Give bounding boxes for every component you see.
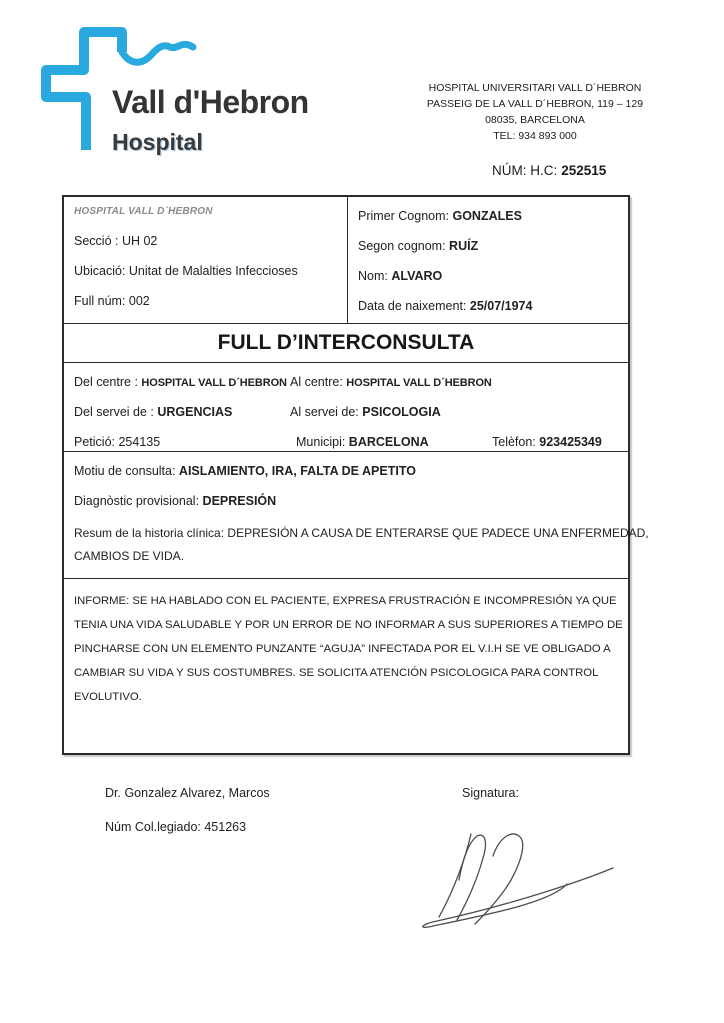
section-info-cell (64, 197, 348, 323)
patient-info-cell (348, 197, 628, 323)
diagnostic-field: Diagnòstic provisional: DEPRESIÓN (74, 494, 277, 508)
del-servei-field: Del servei de : URGENCIAS (74, 405, 233, 419)
ubicacio-field: Ubicació: Unitat de Malalties Infeccioses (74, 264, 298, 278)
al-centre-field: Al centre: HOSPITAL VALL D´HEBRON (290, 375, 492, 389)
logo-brand-text: Vall d'Hebron (112, 84, 309, 120)
naixement-field: Data de naixement: 25/07/1974 (358, 299, 533, 313)
record-number-value: 252515 (561, 163, 607, 178)
address-line: 08035, BARCELONA (485, 114, 585, 126)
al-servei-field: Al servei de: PSICOLOGIA (290, 405, 441, 419)
resum-field: Resum de la historia clínica: DEPRESIÓN A CAUSA DE ENTERARSE QUE PADECE UNA ENFERMEDAD, CAMBIOS DE VIDA. (74, 526, 649, 563)
cell-heading: HOSPITAL VALL D´HEBRON (74, 206, 213, 217)
interconsulta-form (62, 195, 649, 755)
address-line: PASSEIG DE LA VALL D´HEBRON, 119 – 129 (426, 98, 644, 110)
doctor-name: Dr. Gonzalez Alvarez, Marcos (105, 786, 270, 800)
full-num-field: Full núm: 002 (74, 294, 150, 308)
hospital-address (410, 80, 660, 144)
informe-text: INFORME: SE HA HABLADO CON EL PACIENTE, EXPRESA FRUSTRACIÓN E INCOMPRESIÓN YA QUE TENIA UNA VIDA SALUDABLE Y POR UN ERROR DE NO INFORMAR A SUS SUPERIORES A TIEMPO DE PINCHARSE CON UN ELEMENTO PUNZANTE “AGUJA” INFECTADA POR EL V.I.H SE VE OBLIGADO A CAMBIAR SU VIDA Y SUS COSTUMBRES. SE SOLICITA ATENCIÓN PSICOLOGICA PARA CONTROL EVOLUTIVO. (74, 595, 623, 703)
address-line: HOSPITAL UNIVERSITARI VALL D´HEBRON (428, 82, 642, 94)
seccio-field: Secció : UH 02 (74, 234, 158, 248)
peticio-field: Petició: 254135 (74, 435, 161, 449)
record-number (492, 163, 606, 178)
collegiate-number-field: Núm Col.legiado: 451263 (105, 820, 247, 834)
municipi-field: Municipi: BARCELONA (296, 435, 429, 449)
record-number-label: NÚM: H.C: (492, 163, 558, 178)
nom-field: Nom: ALVARO (358, 269, 443, 283)
referral-section (64, 362, 628, 451)
informe-section (64, 578, 628, 753)
identification-row (64, 197, 628, 323)
consulta-section (64, 451, 649, 578)
address-line: TEL: 934 893 000 (493, 130, 577, 142)
telefon-field: Telèfon: 923425349 (492, 435, 602, 449)
logo-subtitle-text: Hospital (112, 129, 203, 155)
signature-image (413, 822, 633, 934)
signature-label: Signatura: (462, 786, 519, 800)
primer-cognom-field: Primer Cognom: GONZALES (358, 209, 522, 223)
del-centre-field: Del centre : HOSPITAL VALL D´HEBRON (74, 375, 287, 389)
segon-cognom-field: Segon cognom: RUÍZ (358, 239, 479, 253)
form-title: FULL D’INTERCONSULTA (64, 323, 628, 362)
motiu-field: Motiu de consulta: AISLAMIENTO, IRA, FALTA DE APETITO (74, 464, 416, 478)
